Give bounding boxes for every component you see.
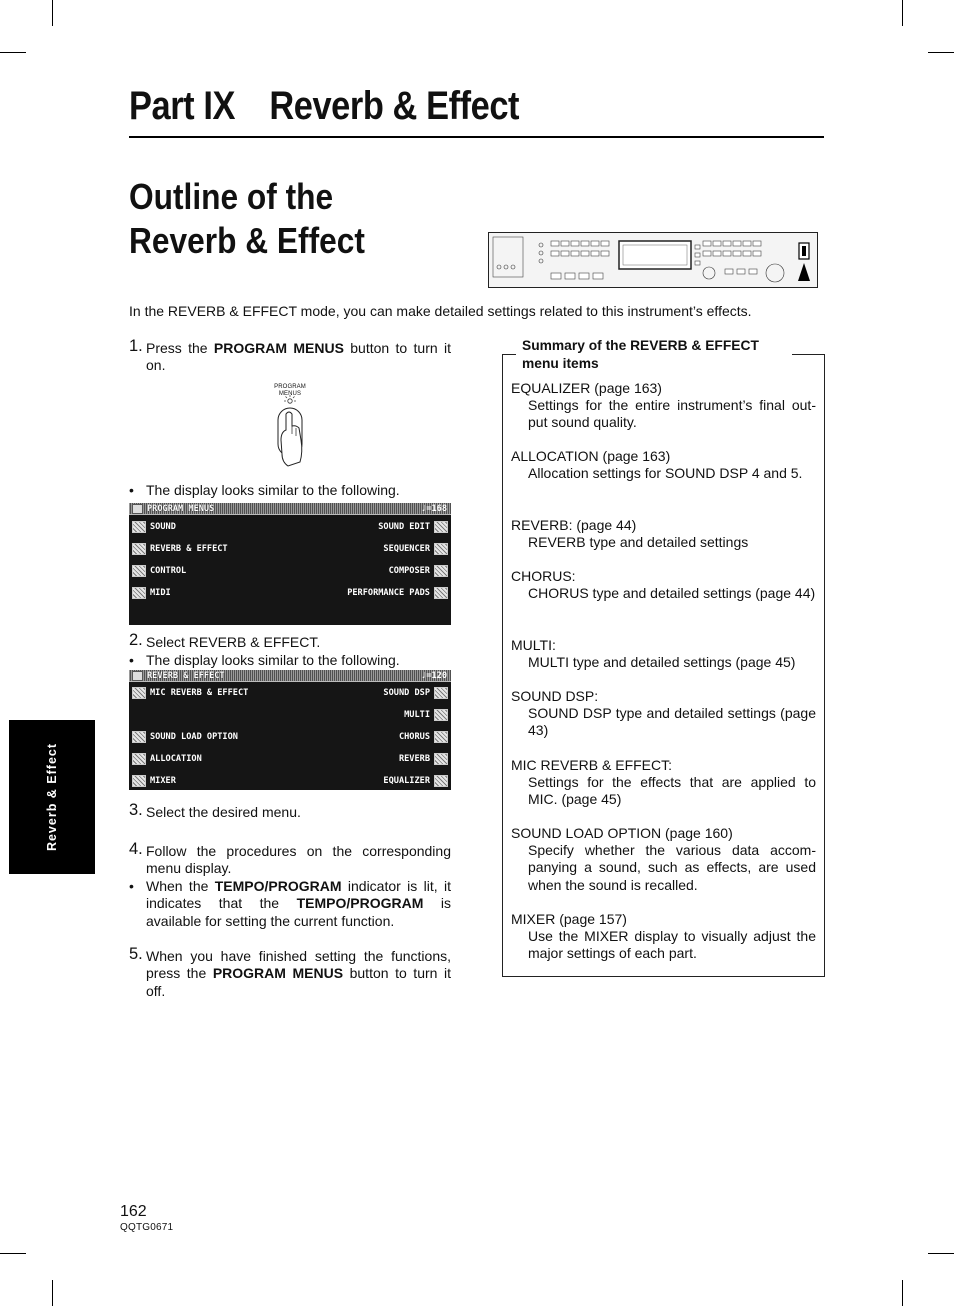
entry-description: CHORUS type and detailed settings (page 44) [528,585,816,602]
sound-load-option-icon [132,731,146,743]
box-top-edge [502,354,516,355]
crop-mark [0,1253,26,1254]
multi-icon [434,709,448,721]
entry-heading: EQUALIZER (page 163) [511,380,662,396]
part-name: Reverb & Effect [269,84,520,128]
reverb-effect-icon [132,543,146,555]
program-menus-button-icon [268,382,312,472]
menu-item-reverb-effect[interactable] [132,542,228,556]
step-3 [129,801,451,821]
entry-heading: CHORUS: [511,568,576,584]
entry-description: Settings for the entire instrument’s final out-put sound quality. [528,397,816,431]
part-title [129,84,519,129]
step-text: button to turn it off. [146,965,451,999]
entry-heading: REVERB: (page 44) [511,517,637,533]
button-name: PROGRAM MENUS [213,340,344,356]
header-icon [132,671,143,681]
step-text: button to turn it on. [146,340,451,374]
menu-item-multi[interactable] [404,708,448,722]
step-text: When you have finished setting the functions, press the [146,948,451,982]
menu-item-label: COMPOSER [388,566,430,576]
summary-entry-mic-reverb-effect [511,757,816,809]
menu-item-label: MULTI [404,710,430,720]
menu-item-composer[interactable] [389,564,448,578]
crop-mark [52,1280,53,1306]
menu-item-label: SOUND DSP [383,688,430,698]
title-rule [129,136,824,138]
bullet-text: When the [146,878,215,894]
mic-reverb-effect-icon [132,687,146,699]
crop-mark [928,52,954,53]
mixer-icon [132,775,146,787]
bullet-dot: • [129,482,134,498]
crop-mark [902,0,903,26]
menu-item-label: EQUALIZER [383,776,430,786]
bullet-note [129,652,451,669]
menu-item-label: REVERB [398,754,430,764]
bullet-text: The display looks similar to the following. [146,652,400,668]
menu-item-label: MIDI [150,588,171,598]
crop-mark [0,52,26,53]
menu-item-label: SOUND [150,522,176,532]
display-title: REVERB & EFFECT [147,671,225,681]
entry-heading: MIC REVERB & EFFECT: [511,757,673,773]
allocation-icon [132,753,146,765]
sequencer-icon [434,543,448,555]
summary-entry-multi [511,637,816,671]
bullet-text: The display looks similar to the following. [146,482,400,498]
sound-icon [132,521,146,533]
menu-item-chorus[interactable] [399,730,448,744]
summary-title: Summary of the REVERB & EFFECT menu items [522,337,792,372]
section-title-line2: Reverb & Effect [129,220,365,261]
menu-item-label: REVERB & EFFECT [150,544,228,554]
page-number: 162 [120,1203,147,1220]
side-tab-label: Reverb & Effect [45,742,59,852]
reverb-icon [434,753,448,765]
summary-entry-sound-dsp [511,688,816,740]
display-header [129,503,451,515]
bullet-note [129,878,451,930]
step-number: 2. [129,631,143,649]
equalizer-icon [434,775,448,787]
entry-description: MULTI type and detailed settings (page 45) [528,654,796,671]
display-title: PROGRAM MENUS [147,504,215,514]
menu-item-sound-edit[interactable] [378,520,448,534]
step-2 [129,631,451,651]
entry-heading: SOUND LOAD OPTION (page 160) [511,825,733,841]
menu-item-label: CHORUS [398,732,430,742]
menu-item-allocation[interactable] [132,752,202,766]
summary-entry-equalizer [511,380,816,432]
menu-item-reverb[interactable] [399,752,448,766]
menu-item-label: PERFORMANCE PADS [347,588,430,598]
tempo-readout: ♩=168 [421,504,447,514]
bullet-text: is available for setting the current function. [146,895,451,929]
button-name: PROGRAM MENUS [212,965,344,982]
performance-pads-icon [434,587,448,599]
menu-item-label: MIXER [150,776,176,786]
step-4 [129,840,451,878]
menu-item-label: SOUND EDIT [378,522,430,532]
menu-item-mic-reverb-effect[interactable] [132,686,248,700]
step-number: 4. [129,840,143,858]
crop-mark [902,1280,903,1306]
bullet-text: indicator is lit, it indicates that the [146,878,451,912]
menu-item-midi[interactable] [132,586,171,600]
menu-item-equalizer[interactable] [383,774,448,788]
crop-mark [928,1253,954,1254]
entry-description: Allocation settings for SOUND DSP 4 and 5. [528,465,803,482]
header-icon [132,504,143,514]
entry-description: SOUND DSP type and detailed settings (page 43) [528,705,816,739]
composer-icon [434,565,448,577]
entry-description: Use the MIXER display to visually adjust the major settings of each part. [528,928,816,962]
step-1 [129,337,451,375]
menu-item-control[interactable] [132,564,186,578]
step-number: 3. [129,801,143,819]
menu-item-sound[interactable] [132,520,176,534]
sound-edit-icon [434,521,448,533]
entry-heading: SOUND DSP: [511,688,599,704]
step-text: Select REVERB & EFFECT. [146,634,321,650]
bullet-dot: • [129,652,134,668]
instrument-panel-illustration [488,232,818,288]
step-number: 5. [129,945,143,963]
panel-drawing [489,233,819,289]
section-title-line1: Outline of the [129,176,334,217]
menu-item-label: MIC REVERB & EFFECT [150,688,249,698]
bullet-dot: • [129,878,134,894]
sound-dsp-icon [434,687,448,699]
step-text: Press the [146,340,214,356]
crop-mark [52,0,53,26]
entry-description: Specify whether the various data accom-panying a sound, such as effects, are used when the sound is recalled. [528,842,816,893]
entry-description: Settings for the effects that are applied to MIC. (page 45) [528,774,816,808]
menu-item-label: SOUND LOAD OPTION [150,732,238,742]
menu-item-sound-load-option[interactable] [132,730,238,744]
midi-icon [132,587,146,599]
program-menus-button-label: PROGRAM MENUS [274,384,306,397]
menu-item-label: CONTROL [150,566,187,576]
entry-heading: MULTI: [511,637,556,653]
summary-entry-allocation [511,448,816,482]
entry-heading: MIXER (page 157) [511,911,627,927]
summary-entry-mixer [511,911,816,963]
intro-text: In the REVERB & EFFECT mode, you can make detailed settings related to this instrument’s effects. [129,303,752,319]
part-number: Part IX [129,84,235,128]
program-menus-display [129,503,451,625]
entry-heading: ALLOCATION (page 163) [511,448,671,464]
indicator-name: TEMPO/PROGRAM [214,878,342,894]
summary-entry-chorus [511,568,816,602]
step-text: Follow the procedures on the corresponding menu display. [146,843,451,877]
indicator-name: TEMPO/PROGRAM [296,895,424,912]
menu-item-label: SEQUENCER [383,544,430,554]
menu-item-sound-dsp[interactable] [383,686,448,700]
step-text: Select the desired menu. [146,804,301,820]
summary-entry-sound-load-option [511,825,816,894]
reverb-effect-display [129,670,451,790]
step-5 [129,945,451,1000]
summary-entry-reverb [511,517,816,551]
menu-item-sequencer[interactable] [383,542,448,556]
display-header [129,670,451,682]
entry-description: REVERB type and detailed settings [528,534,749,551]
control-icon [132,565,146,577]
menu-item-label: ALLOCATION [150,754,202,764]
section-title [129,175,365,263]
step-number: 1. [129,337,143,355]
tempo-readout: ♩=120 [421,671,447,681]
bullet-note [129,482,451,499]
menu-item-mixer[interactable] [132,774,176,788]
document-code: QQTG0671 [120,1222,174,1233]
chapter-side-tab [9,720,95,874]
chorus-icon [434,731,448,743]
menu-item-performance-pads[interactable] [347,586,448,600]
